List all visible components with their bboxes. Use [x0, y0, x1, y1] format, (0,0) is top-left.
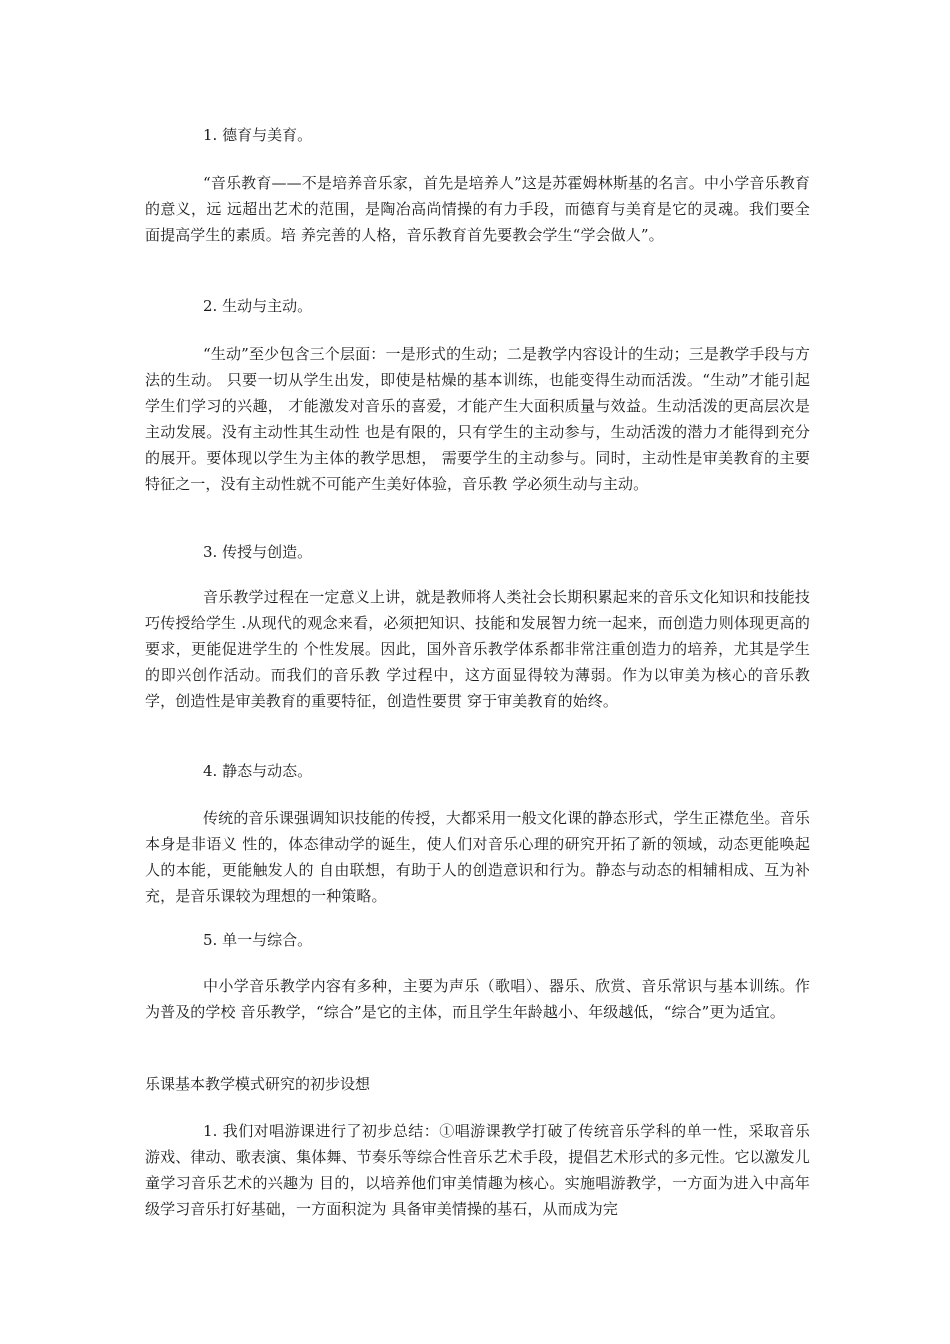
section-body-3: 音乐教学过程在一定意义上讲，就是教师将人类社会长期积累起来的音乐文化知识和技能技巧传授给学生 .从现代的观念来看，必须把知识、技能和发展智力统一起来，而创造力则体现更高的要求，更能促进学生的 个性发展。因此，国外音乐教学体系都非常注重创造力的培养，尤其是学生的即兴创作活动。而我们的音乐教 学过程中，这方面显得较为薄弱。作为以审美为核心的音乐教学，创造性是审美教育的重要特征，创造性要贯 穿于审美教育的始终。: [145, 588, 810, 710]
section-body-5: 中小学音乐教学内容有多种，主要为声乐（歌唱）、器乐、欣赏、音乐常识与基本训练。作为普及的学校 音乐教学，“综合”是它的主体，而且学生年龄越小、年级越低，“综合”更为适宜。: [145, 977, 810, 1021]
section-heading-4: 4. 静态与动态。: [203, 762, 313, 780]
section-heading-5: 5. 单一与综合。: [203, 931, 313, 949]
section-body-4: 传统的音乐课强调知识技能的传授，大都采用一般文化课的静态形式，学生正襟危坐。音乐本身是非语义 性的，体态律动学的诞生，使人们对音乐心理的研究开拓了新的领域，动态更能唤起人的本能，更能触发人的 自由联想，有助于人的创造意识和行为。静态与动态的相辅相成、互为补充，是音乐课较为理想的一种策略。: [145, 809, 810, 905]
section-body-2: “生动”至少包含三个层面：一是形式的生动；二是教学内容设计的生动；三是教学手段与方法的生动。 只要一切从学生出发，即使是枯燥的基本训练，也能变得生动而活泼。“生动”才能引起学生们学习的兴趣， 才能激发对音乐的喜爱，才能产生大面积质量与效益。生动活泼的更高层次是主动发展。没有主动性其生动性 也是有限的，只有学生的主动参与，生动活泼的潜力才能得到充分的展开。要体现以学生为主体的教学思想， 需要学生的主动参与。同时，主动性是审美教育的主要特征之一，没有主动性就不可能产生美好体验，音乐教 学必须生动与主动。: [145, 345, 810, 493]
section-heading-3: 3. 传授与创造。: [203, 543, 313, 561]
part-title: 乐课基本教学模式研究的初步设想: [145, 1075, 371, 1093]
section-body-1: “音乐教育——不是培养音乐家，首先是培养人”这是苏霍姆林斯基的名言。中小学音乐教育的意义，远 远超出艺术的范围，是陶冶高尚情操的有力手段，而德育与美育是它的灵魂。我们要全面提高学生的素质。培 养完善的人格，音乐教育首先要教会学生“学会做人”。: [145, 174, 810, 244]
final-paragraph: 1. 我们对唱游课进行了初步总结：①唱游课教学打破了传统音乐学科的单一性，采取音乐游戏、律动、歌表演、集体舞、节奏乐等综合性音乐艺术手段，提倡艺术形式的多元性。它以激发儿童学习音乐艺术的兴趣为 目的，以培养他们审美情趣为核心。实施唱游教学，一方面为进入中高年级学习音乐打好基础，一方面积淀为 具备审美情操的基石，从而成为完: [145, 1122, 810, 1218]
section-heading-1: 1. 德育与美育。: [203, 126, 313, 144]
section-heading-2: 2. 生动与主动。: [203, 297, 313, 315]
